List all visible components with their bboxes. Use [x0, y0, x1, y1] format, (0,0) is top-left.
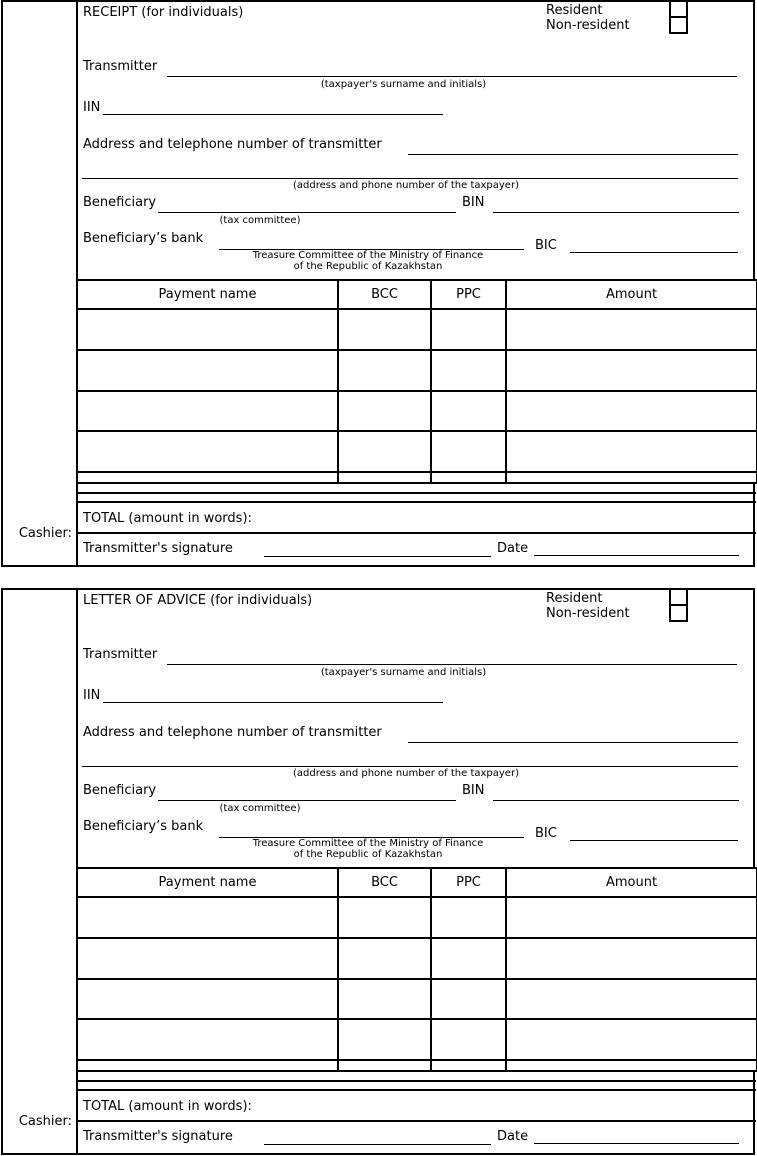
table-cell: [506, 1060, 757, 1071]
table-row: [77, 431, 757, 472]
header-payment-name: Payment name: [77, 868, 338, 897]
bin-line: [493, 212, 739, 213]
iin-label: IIN: [83, 688, 101, 703]
table-cell: [431, 472, 506, 483]
address-line: [408, 154, 738, 155]
beneficiary-bank-caption: [234, 251, 502, 272]
address-line-2: [82, 178, 738, 179]
bin-line: [493, 800, 739, 801]
table-cell: [77, 1019, 338, 1060]
spacer-row-top-line: [76, 492, 756, 494]
address-label: Address and telephone number of transmitter: [83, 725, 382, 740]
bic-label: BIC: [535, 238, 557, 253]
table-cell: [506, 979, 757, 1019]
table-cell: [506, 431, 757, 472]
cashier-label: Cashier:: [18, 526, 72, 541]
non-resident-label: Non-resident: [546, 18, 630, 33]
address-caption: (address and phone number of the taxpayer): [293, 180, 519, 191]
table-cell: [431, 1019, 506, 1060]
table-cell: [338, 309, 431, 350]
date-label: Date: [497, 1129, 529, 1144]
table-cell: [506, 350, 757, 391]
table-cell: [506, 309, 757, 350]
header-ppc: PPC: [431, 280, 506, 309]
bic-line: [570, 252, 738, 253]
table-cell: [338, 897, 431, 938]
bin-label: BIN: [462, 195, 485, 210]
table-cell: [506, 1019, 757, 1060]
spacer-row-bottom-line: [76, 1089, 756, 1091]
signature-line: [264, 1144, 491, 1145]
header-ppc: PPC: [431, 868, 506, 897]
table-cell: [338, 1060, 431, 1071]
table-cell: [506, 938, 757, 979]
date-line: [534, 1143, 739, 1144]
form-title: RECEIPT (for individuals): [83, 5, 244, 20]
beneficiary-bank-label: Beneficiary’s bank: [83, 819, 204, 834]
header-bcc: BCC: [338, 868, 431, 897]
non-resident-label: Non-resident: [546, 606, 630, 621]
table-cell: [338, 391, 431, 431]
bic-label: BIC: [535, 826, 557, 841]
address-caption: (address and phone number of the taxpayer): [293, 768, 519, 779]
address-line-2: [82, 766, 738, 767]
table-header-row: [77, 280, 757, 309]
resident-label: Resident: [546, 591, 603, 606]
iin-line: [103, 114, 443, 115]
table-cell: [431, 938, 506, 979]
non-resident-checkbox: [669, 16, 688, 34]
table-cell: [431, 1060, 506, 1071]
header-amount: Amount: [506, 280, 757, 309]
beneficiary-line: [158, 212, 456, 213]
table-cell: [431, 979, 506, 1019]
date-label: Date: [497, 541, 529, 556]
table-cell: [431, 431, 506, 472]
table-cell: [77, 897, 338, 938]
table-cell: [77, 431, 338, 472]
residency-checkbox-group: [669, 588, 688, 622]
date-line: [534, 555, 739, 556]
table-cell: [431, 350, 506, 391]
receipt-form: [1, 0, 755, 567]
cashier-label: Cashier:: [18, 1114, 72, 1129]
table-row-thin: [77, 472, 757, 483]
spacer-row-bottom-line: [76, 501, 756, 503]
payment-table: [76, 279, 757, 484]
table-row: [77, 938, 757, 979]
table-row: [77, 1019, 757, 1060]
table-cell: [506, 897, 757, 938]
table-cell: [77, 391, 338, 431]
address-line: [408, 742, 738, 743]
beneficiary-label: Beneficiary: [83, 195, 157, 210]
signature-label: Transmitter's signature: [83, 1129, 233, 1144]
signature-line: [264, 556, 491, 557]
resident-label: Resident: [546, 3, 603, 18]
table-cell: [431, 897, 506, 938]
table-cell: [338, 472, 431, 483]
table-cell: [77, 938, 338, 979]
table-cell: [77, 309, 338, 350]
table-row: [77, 391, 757, 431]
bank-caption-line2: of the Republic of Kazakhstan: [293, 260, 443, 272]
table-header-row: [77, 868, 757, 897]
bank-caption-line1: Treasure Committee of the Ministry of Finance: [252, 250, 484, 261]
table-row: [77, 897, 757, 938]
letter-of-advice-form: [1, 588, 755, 1155]
total-label: TOTAL (amount in words):: [83, 1099, 252, 1114]
table-cell: [506, 391, 757, 431]
transmitter-caption: (taxpayer's surname and initials): [320, 667, 487, 678]
transmitter-line: [167, 664, 737, 665]
header-payment-name: Payment name: [77, 280, 338, 309]
payment-table: [76, 867, 757, 1072]
table-cell: [338, 350, 431, 391]
table-cell: [77, 350, 338, 391]
non-resident-checkbox: [669, 604, 688, 622]
bank-caption-line1: Treasure Committee of the Ministry of Finance: [252, 838, 484, 849]
table-cell: [431, 391, 506, 431]
table-cell: [77, 472, 338, 483]
beneficiary-caption: (tax committee): [219, 803, 301, 814]
total-label: TOTAL (amount in words):: [83, 511, 252, 526]
transmitter-line: [167, 76, 737, 77]
transmitter-label: Transmitter: [83, 59, 158, 74]
beneficiary-label: Beneficiary: [83, 783, 157, 798]
table-row-thin: [77, 1060, 757, 1071]
table-cell: [338, 938, 431, 979]
spacer-row-top-line: [76, 1080, 756, 1082]
form-title: LETTER OF ADVICE (for individuals): [83, 593, 313, 608]
transmitter-label: Transmitter: [83, 647, 158, 662]
bic-line: [570, 840, 738, 841]
transmitter-caption: (taxpayer's surname and initials): [320, 79, 487, 90]
beneficiary-bank-label: Beneficiary’s bank: [83, 231, 204, 246]
address-label: Address and telephone number of transmitter: [83, 137, 382, 152]
table-row: [77, 350, 757, 391]
table-cell: [77, 1060, 338, 1071]
table-cell: [338, 431, 431, 472]
table-row: [77, 309, 757, 350]
bank-caption-line2: of the Republic of Kazakhstan: [293, 848, 443, 860]
iin-label: IIN: [83, 100, 101, 115]
table-cell: [431, 309, 506, 350]
table-cell: [77, 979, 338, 1019]
header-bcc: BCC: [338, 280, 431, 309]
beneficiary-caption: (tax committee): [219, 215, 301, 226]
residency-checkbox-group: [669, 0, 688, 34]
total-signature-divider: [76, 532, 756, 534]
table-row: [77, 979, 757, 1019]
bin-label: BIN: [462, 783, 485, 798]
table-cell: [338, 1019, 431, 1060]
signature-label: Transmitter's signature: [83, 541, 233, 556]
table-cell: [506, 472, 757, 483]
total-signature-divider: [76, 1120, 756, 1122]
header-amount: Amount: [506, 868, 757, 897]
iin-line: [103, 702, 443, 703]
beneficiary-bank-caption: [234, 839, 502, 860]
beneficiary-line: [158, 800, 456, 801]
table-cell: [338, 979, 431, 1019]
